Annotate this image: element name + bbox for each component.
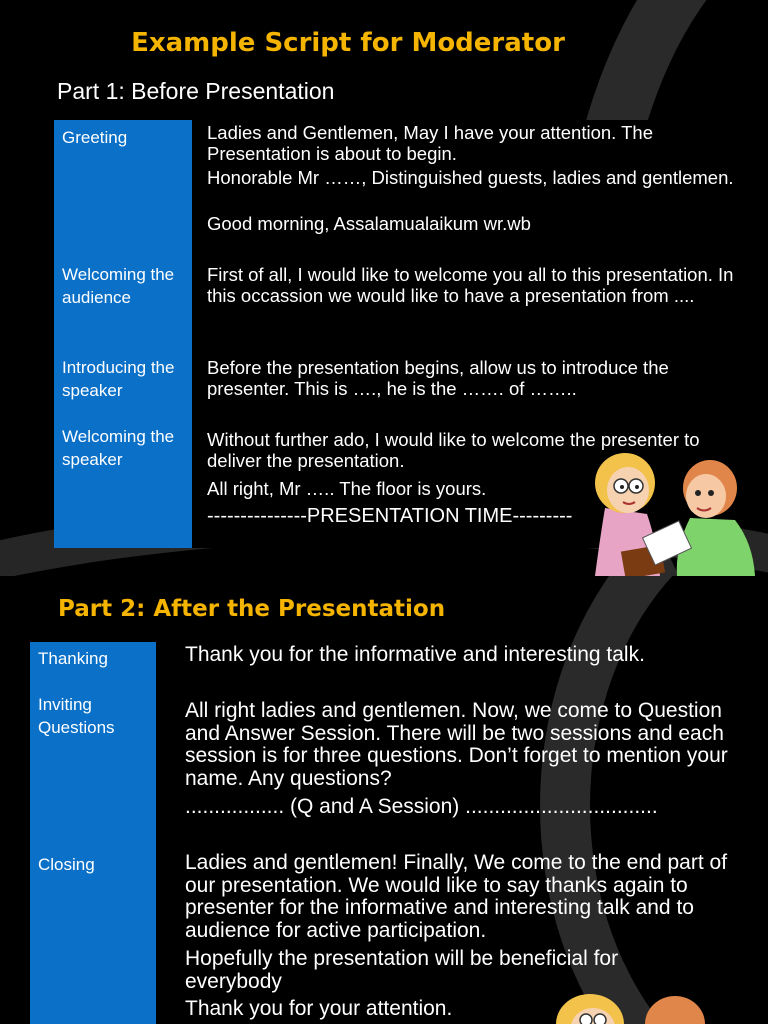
two-people-talking-icon	[550, 990, 710, 1024]
slide-part-2	[0, 576, 768, 1024]
two-people-talking-icon	[585, 448, 760, 576]
thanking-text: Thank you for the informative and interesting talk.	[185, 643, 645, 666]
greeting-line-2: Honorable Mr ……, Distinguished guests, ladies and gentlemen.	[207, 167, 734, 188]
slide-title: Part 2: After the Presentation	[58, 596, 446, 622]
greeting-line-1: Ladies and Gentlemen, May I have your attention. The Presentation is about to begin.	[207, 122, 653, 164]
row-label-closing: Closing	[38, 855, 95, 874]
qa-session-divider: ................. (Q and A Session) .................................	[185, 795, 658, 818]
label-column	[54, 120, 192, 548]
closing-text-1: Ladies and gentlemen! Finally, We come to the end part of our presentation. We would like to say thanks again to presenter for the informative and interesting talk and to audience for active participation.	[185, 851, 728, 942]
welcome-speaker-line-2: All right, Mr ….. The floor is yours.	[207, 478, 487, 499]
row-label-thanking: Thanking	[38, 649, 108, 668]
welcome-audience-text: First of all, I would like to welcome you all to this presentation. In this occassion we would like to have a presentation from ....	[207, 264, 734, 306]
greeting-line-3: Good morning, Assalamualaikum wr.wb	[207, 213, 531, 234]
row-label-inviting-questions: Inviting Questions	[38, 695, 115, 737]
inviting-questions-text: All right ladies and gentlemen. Now, we come to Question and Answer Session. There will be two sessions and each session is for three questions. Don’t forget to mention your name. Any questions?	[185, 699, 728, 790]
row-label-welcoming-speaker: Welcoming the speaker	[62, 427, 175, 469]
row-label-introducing-speaker: Introducing the speaker	[62, 358, 175, 400]
presentation-time-divider: ---------------PRESENTATION TIME---------	[207, 505, 573, 527]
closing-text-3: Thank you for your attention.	[185, 997, 453, 1020]
slide-subtitle: Part 1: Before Presentation	[57, 78, 335, 104]
introduce-speaker-text: Before the presentation begins, allow us to introduce the presenter. This is …., he is the ……. of ……..	[207, 357, 669, 399]
row-label-welcoming-audience: Welcoming the audience	[62, 265, 175, 307]
slide-title: Example Script for Moderator	[131, 28, 565, 58]
row-label-greeting: Greeting	[62, 128, 128, 147]
welcome-speaker-line-1: Without further ado, I would like to welcome the presenter to deliver the presentation.	[207, 429, 700, 471]
closing-text-2: Hopefully the presentation will be beneficial for everybody	[185, 947, 619, 993]
